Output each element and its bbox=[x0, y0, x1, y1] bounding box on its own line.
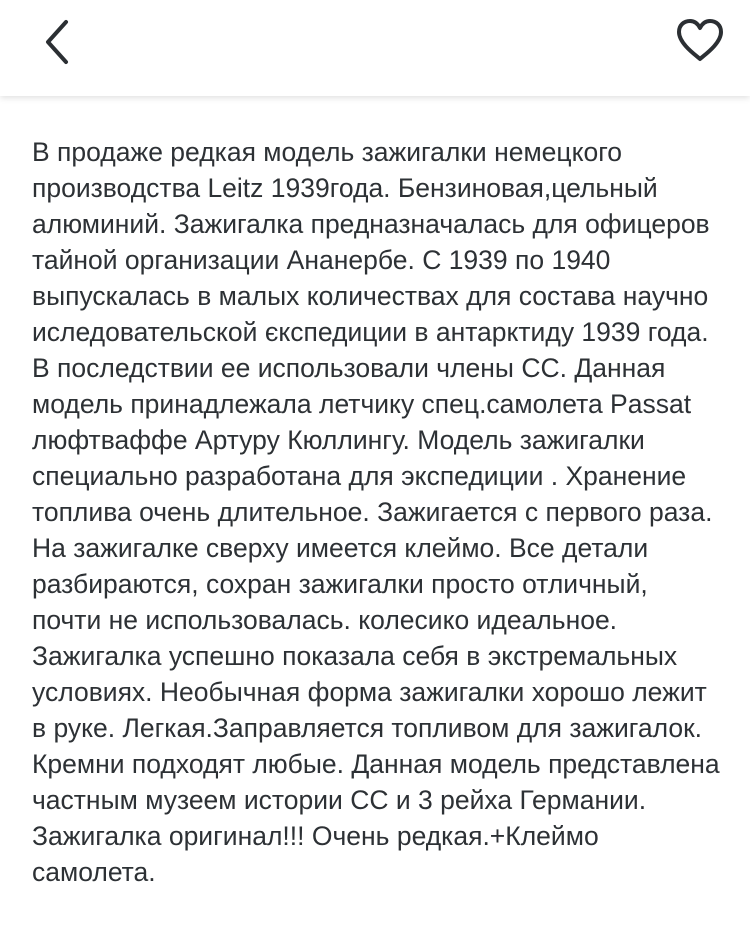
listing-content bbox=[32, 134, 722, 890]
top-bar bbox=[0, 0, 750, 96]
chevron-left-icon bbox=[36, 12, 76, 72]
favorite-button[interactable] bbox=[668, 8, 732, 72]
back-button[interactable] bbox=[24, 10, 88, 74]
listing-description: В продаже редкая модель зажигалки немецкого производства Leitz 1939года. Бензиновая,цельный алюминий. Зажигалка предназначалась для офицеров тайной организации Ананербе. С 1939 по 1940 выпускалась в малых количествах для состава научно иследовательской єкспедиции в антарктиду 1939 года. В последствии ее использовали члены СС. Данная модель принадлежала летчику спец.самолета Passat люфтваффе Артуру Кюллингу. Модель зажигалки специально разработана для экспедиции . Хранение топлива очень длительное. Зажигается с первого раза. На зажигалке сверху имеется клеймо. Все детали разбираются, сохран зажигалки просто отличный, почти не использовалась. колесико идеальное. Зажигалка успешно показала себя в экстремальных условиях. Необычная форма зажигалки хорошо лежит в руке. Легкая.Заправляется топливом для зажигалок. Кремни подходят любые. Данная модель представлена частным музеем истории СС и 3 рейха Германии. Зажигалка оригинал!!! Очень редкая.+Клеймо самолета. bbox=[32, 137, 720, 887]
heart-outline-icon bbox=[675, 17, 725, 63]
